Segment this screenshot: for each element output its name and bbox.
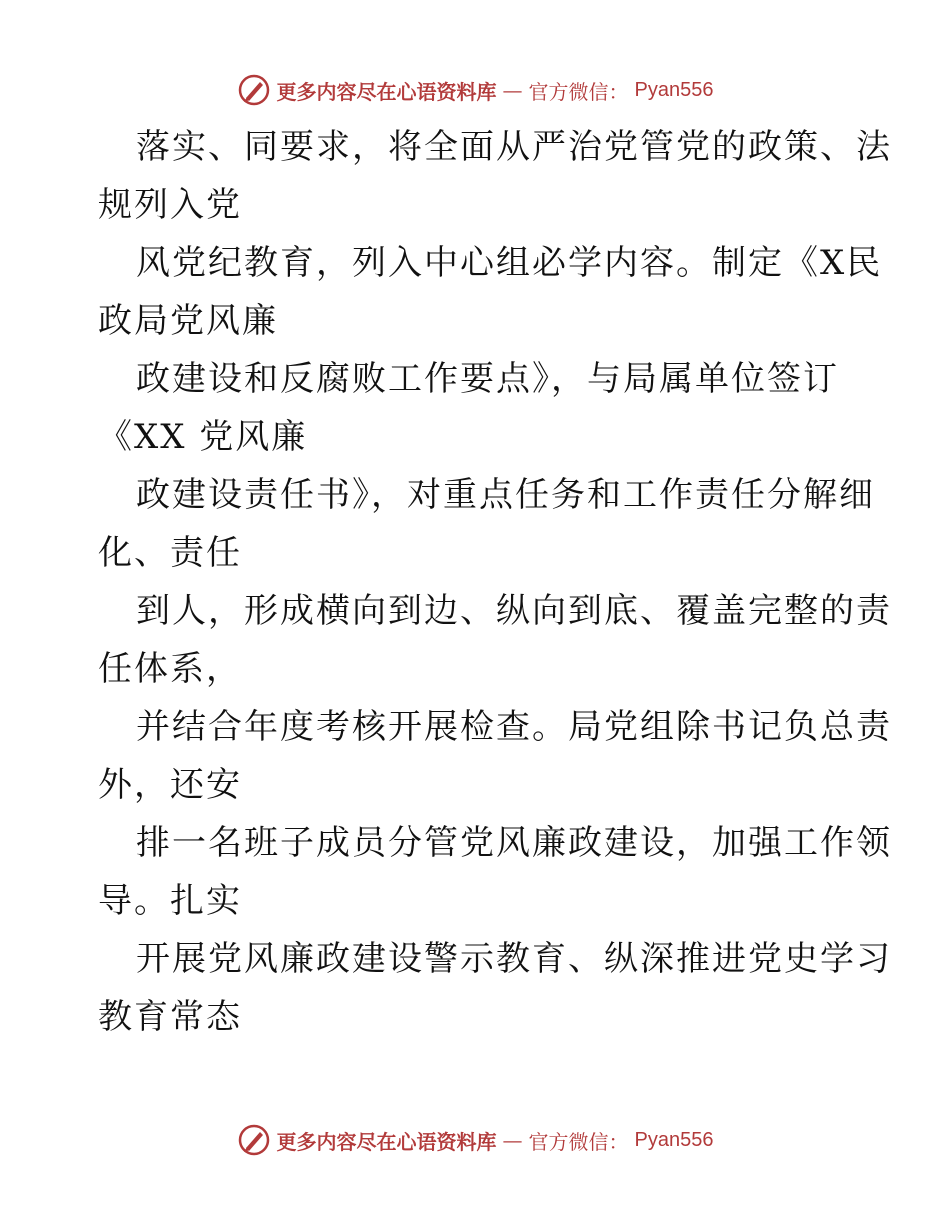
body-line: 到人，形成横向到边、纵向到底、覆盖完整的责 [136,591,892,631]
body-line: 化、责任 [98,533,242,573]
document-body [98,118,892,1046]
body-line: 并结合年度考核开展检查。局党组除书记负总责 [136,707,892,747]
watermark-dash: — [502,1128,523,1152]
watermark-official-label: 官方微信： [528,1129,629,1154]
body-line: 落实、同要求，将全面从严治党管党的政策、法 [136,127,892,167]
body-line: 任体系， [98,649,242,689]
watermark-dash: — [502,78,523,102]
body-line: 开展党风廉政建设警示教育、纵深推进党史学习 [136,939,892,979]
body-line: 规列入党 [98,185,242,225]
watermark-wechat-id: Pyan556 [634,78,714,101]
body-line: 政局党风廉 [98,301,278,341]
watermark-brand: 更多内容尽在心语资料库 [276,1129,497,1154]
body-line: 风党纪教育，列入中心组必学内容。制定《X民 [136,243,883,283]
pen-logo-icon [237,73,271,107]
body-line: 教育常态 [98,997,242,1037]
watermark-wechat-id: Pyan556 [634,1128,714,1151]
footer-watermark [0,1120,950,1160]
header-watermark [0,70,950,110]
body-line: 外，还安 [98,765,242,805]
pen-logo-icon [237,1123,271,1157]
body-line: 政建设和反腐败工作要点》，与局属单位签订 [136,359,839,399]
body-line: 政建设责任书》，对重点任务和工作责任分解细 [136,475,875,515]
body-line: 《XX 党风廉 [98,417,308,457]
watermark-official-label: 官方微信： [528,79,629,104]
body-line: 导。扎实 [98,881,242,921]
body-line: 排一名班子成员分管党风廉政建设，加强工作领 [136,823,892,863]
watermark-brand: 更多内容尽在心语资料库 [276,79,497,104]
